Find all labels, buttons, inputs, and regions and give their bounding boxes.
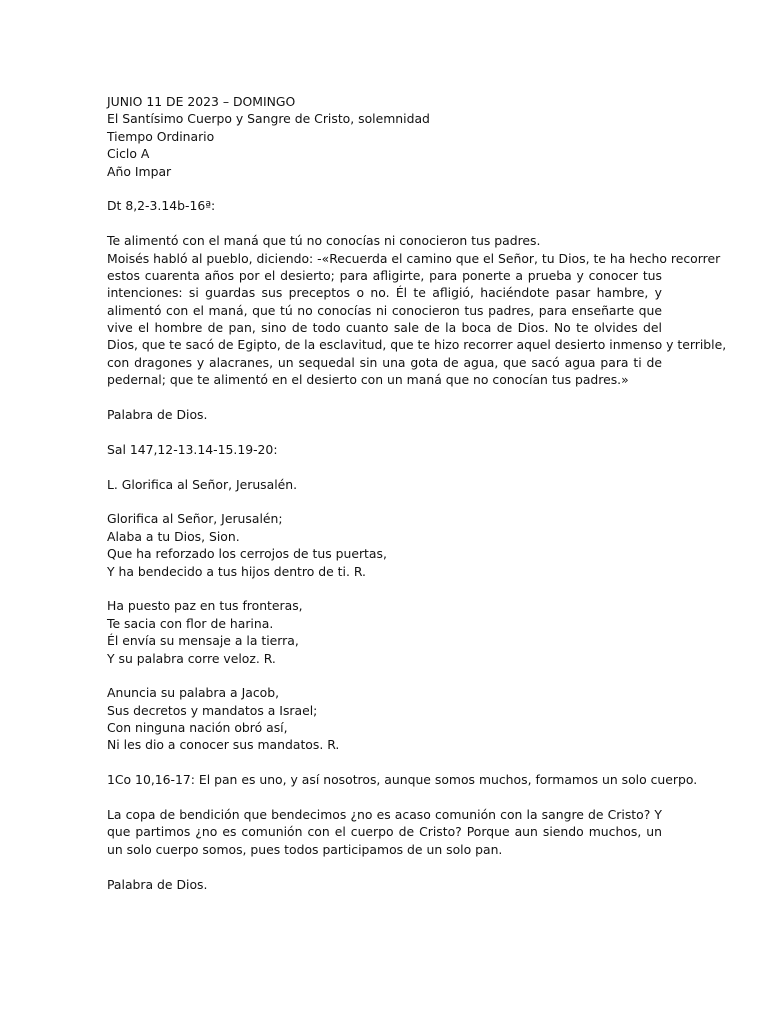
liturgical-season: Tiempo Ordinario [107, 128, 215, 144]
liturgical-year: Año Impar [107, 163, 172, 179]
psalm-verse: Y ha bendecido a tus hijos dentro de ti. R. [107, 563, 366, 579]
liturgical-cycle: Ciclo A [107, 146, 150, 162]
first-reading-line: pedernal; que te alimentó en el desierto con un maná que no conocían tus padres.» [107, 372, 629, 388]
feast-title: El Santísimo Cuerpo y Sangre de Cristo, solemnidad [107, 111, 430, 127]
first-reading [107, 197, 727, 423]
first-reading-line: vive el hombre de pan, sino de todo cuanto sale de la boca de Dios. No te olvides del [107, 320, 662, 336]
psalm-verse: Ha puesto paz en tus fronteras, [107, 598, 303, 614]
first-reading-line: alimentó con el maná, que tú no conocías ni conocieron tus padres, para enseñarte que [107, 302, 662, 318]
second-reading [107, 771, 698, 893]
psalm-verse: Glorifica al Señor, Jerusalén; [107, 511, 283, 527]
first-reading-closing: Palabra de Dios. [107, 407, 208, 423]
psalm-verse: Ni les dio a conocer sus mandatos. R. [107, 737, 340, 753]
first-reading-title: Te alimentó con el maná que tú no conocías ni conocieron tus padres. [107, 233, 541, 249]
psalm-ref: Sal 147,12-13.14-15.19-20: [107, 441, 278, 457]
header-block [107, 93, 662, 180]
first-reading-line: estos cuarenta años por el desierto; para afligirte, para ponerte a prueba y conocer tus [107, 267, 662, 283]
second-reading-ref: 1Co 10,16-17: El pan es uno, y así nosotros, aunque somos muchos, formamos un solo cuerpo. [107, 772, 698, 788]
first-reading-line: Moisés habló al pueblo, diciendo: -«Recuerda el camino que el Señor, tu Dios, te ha hecho recorrer [107, 250, 721, 266]
psalm-response: L. Glorifica al Señor, Jerusalén. [107, 476, 298, 492]
document-page [107, 93, 727, 893]
psalm-verse: Y su palabra corre veloz. R. [107, 650, 276, 666]
first-reading-line: Dios, que te sacó de Egipto, de la esclavitud, que te hizo recorrer aquel desierto inmenso y terrible, [107, 337, 727, 353]
second-reading-line: La copa de bendición que bendecimos ¿no es acaso comunión con la sangre de Cristo? Y [107, 807, 662, 823]
psalm-verse: Alaba a tu Dios, Sion. [107, 528, 240, 544]
first-reading-line: con dragones y alacranes, un sequedal sin una gota de agua, que sacó agua para ti de [107, 354, 662, 370]
psalm-verse: Sus decretos y mandatos a Israel; [107, 702, 318, 718]
psalm-verse: Él envía su mensaje a la tierra, [107, 633, 299, 649]
first-reading-ref: Dt 8,2-3.14b-16ª: [107, 198, 216, 214]
psalm-verse: Que ha reforzado los cerrojos de tus puertas, [107, 546, 387, 562]
psalm [107, 441, 662, 754]
second-reading-line: un solo cuerpo somos, pues todos participamos de un solo pan. [107, 841, 503, 857]
psalm-verse: Anuncia su palabra a Jacob, [107, 685, 280, 701]
first-reading-line: intenciones: si guardas sus preceptos o no. Él te afligió, haciéndote pasar hambre, y [107, 285, 662, 301]
psalm-verse: Te sacia con flor de harina. [107, 615, 274, 631]
date-line: JUNIO 11 DE 2023 – DOMINGO [107, 94, 296, 109]
second-reading-closing: Palabra de Dios. [107, 876, 208, 892]
second-reading-line: que partimos ¿no es comunión con el cuerpo de Cristo? Porque aun siendo muchos, un [107, 824, 662, 840]
psalm-verse: Con ninguna nación obró así, [107, 720, 288, 736]
